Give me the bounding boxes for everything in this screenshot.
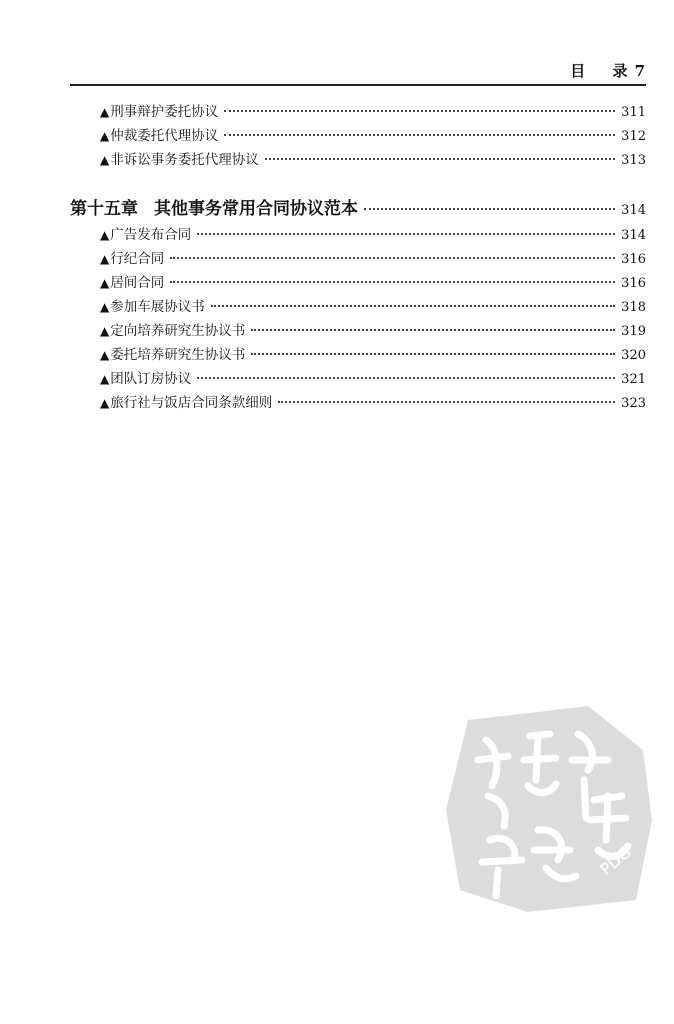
toc-chapter-heading[interactable] [70, 195, 646, 223]
triangle-bullet-icon: ▲ [100, 153, 110, 167]
toc-entry[interactable] [70, 367, 646, 391]
toc-entry-title: 委托培养研究生协议书 [110, 347, 246, 363]
toc-entry[interactable] [70, 223, 646, 247]
triangle-bullet-icon: ▲ [100, 300, 110, 314]
toc-entry-title: 行纪合同 [110, 251, 165, 267]
toc-entry-title: 非诉讼事务委托代理协议 [110, 152, 259, 168]
toc-entry-page: 319 [621, 324, 646, 339]
chapter-number: 第十五章 [70, 199, 138, 219]
toc-entry-page: 316 [621, 276, 646, 291]
toc-entry-page: 320 [621, 348, 646, 363]
dot-leader [224, 134, 615, 136]
triangle-bullet-icon: ▲ [100, 396, 110, 410]
toc-entry-page: 321 [621, 372, 646, 387]
toc-entry-page: 318 [621, 300, 646, 315]
dot-leader [197, 377, 615, 379]
dot-leader [251, 353, 615, 355]
dot-leader [251, 329, 615, 331]
seal-text: PDG [596, 842, 635, 880]
toc-entry-page: 311 [621, 105, 646, 120]
toc-entry[interactable] [70, 100, 646, 124]
header-page-number: 7 [634, 62, 646, 80]
table-of-contents [70, 100, 646, 415]
triangle-bullet-icon: ▲ [100, 276, 110, 290]
dot-leader [265, 158, 615, 160]
header-rule [70, 84, 646, 86]
chapter-page: 314 [621, 203, 646, 218]
toc-entry[interactable] [70, 295, 646, 319]
toc-entry[interactable] [70, 148, 646, 172]
toc-entry[interactable] [70, 271, 646, 295]
toc-entry-title: 广告发布合同 [110, 227, 192, 243]
toc-entry[interactable] [70, 319, 646, 343]
triangle-bullet-icon: ▲ [100, 252, 110, 266]
page-header [70, 60, 646, 82]
toc-entry[interactable] [70, 343, 646, 367]
toc-entry-page: 316 [621, 252, 646, 267]
header-title-part1: 目 [570, 62, 587, 80]
dot-leader [211, 305, 615, 307]
dot-leader [197, 233, 615, 235]
toc-entry-page: 312 [621, 129, 646, 144]
triangle-bullet-icon: ▲ [100, 129, 110, 143]
header-title [570, 60, 646, 81]
toc-entry-page: 313 [621, 153, 646, 168]
triangle-bullet-icon: ▲ [100, 372, 110, 386]
dot-leader [170, 257, 615, 259]
toc-entry-page: 314 [621, 228, 646, 243]
triangle-bullet-icon: ▲ [100, 324, 110, 338]
toc-entry-title: 参加车展协议书 [110, 299, 205, 315]
dot-leader [170, 281, 615, 283]
toc-entry[interactable] [70, 247, 646, 271]
triangle-bullet-icon: ▲ [100, 348, 110, 362]
toc-entry-page: 323 [621, 396, 646, 411]
dot-leader [278, 401, 615, 403]
toc-entry-title: 居间合同 [110, 275, 165, 291]
header-title-part2: 录 [612, 62, 629, 80]
triangle-bullet-icon: ▲ [100, 228, 110, 242]
toc-entry-title: 刑事辩护委托协议 [110, 104, 219, 120]
toc-entry-title: 团队订房协议 [110, 371, 192, 387]
toc-entry[interactable] [70, 391, 646, 415]
toc-entry[interactable] [70, 124, 646, 148]
toc-entry-title: 旅行社与饭店合同条款细则 [110, 395, 273, 411]
toc-entry-title: 定向培养研究生协议书 [110, 323, 246, 339]
toc-entry-title: 仲裁委托代理协议 [110, 128, 219, 144]
triangle-bullet-icon: ▲ [100, 105, 110, 119]
dot-leader [364, 208, 615, 210]
pdg-seal-watermark [438, 700, 660, 918]
chapter-title: 其他事务常用合同协议范本 [154, 199, 358, 219]
dot-leader [224, 110, 615, 112]
